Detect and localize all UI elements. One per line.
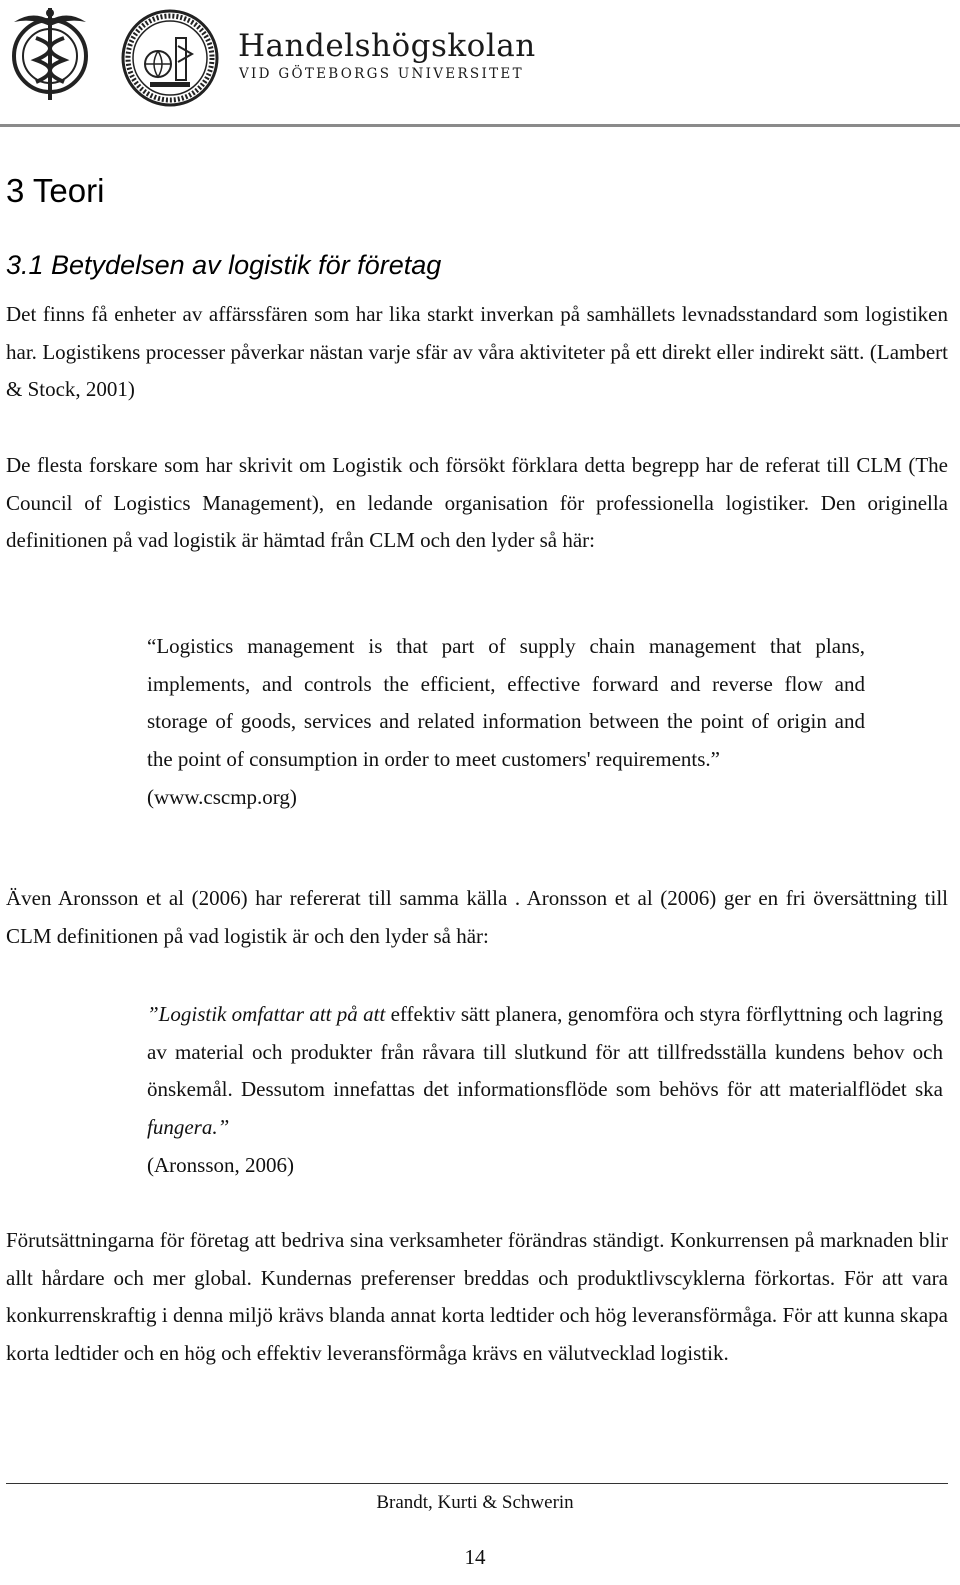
page-header [0, 0, 960, 122]
page-number: 14 [464, 1545, 486, 1569]
quote-source: (Aronsson, 2006) [147, 1152, 294, 1177]
paragraph: Även Aronsson et al (2006) har refererat till samma källa . Aronsson et al (2006) ger en fri översättning till CLM definitionen på vad logistik är och den lyder så här: [6, 886, 948, 948]
footer-divider [6, 1483, 948, 1484]
paragraph: Förutsättningarna för företag att bedriva sina verksamheter förändras ständigt. Konkurrensen på marknaden blir allt hårdare och mer global. Kundernas preferenser breddas och produktlivscyklerna förkortas. För att vara konkurrenskraftig i denna miljö krävs blanda annat korta ledtider och hög leveransförmåga. För att kunna skapa korta ledtider och en hög och effektiv leveransförmåga krävs en välutvecklad logistik. [6, 1228, 948, 1365]
school-subtitle: VID GÖTEBORGS UNIVERSITET [239, 66, 524, 82]
school-name: Handelshögskolan [238, 28, 536, 64]
quote-source: (www.cscmp.org) [147, 784, 297, 809]
quote-italic-start: ”Logistik omfattar att på att [147, 1002, 386, 1026]
paragraph: De flesta forskare som har skrivit om Logistik och försökt förklara detta begrepp har de referat till CLM (The Council of Logistics Management), en ledande organisation för professionella logistiker. Den originella definitionen på vad logistik är hämtad från CLM och den lyder så här: [6, 453, 948, 552]
footer-authors: Brandt, Kurti & Schwerin [376, 1492, 574, 1513]
quote-text: effektiv sätt planera, genomföra och styra förflyttning och lagring av material och produkter från råvara till slutkund för att tillfredsställa kundens behov och önskemål. Dessutom innefattas det informationsflöde som behövs för att materialflödet ska [147, 1002, 943, 1102]
quote-text: “Logistics management is that part of supply chain management that plans, implements, and controls the efficient, effective forward and reverse flow and storage of goods, services and related information between the point of origin and the point of consumption in order to meet customers' requirements.” [147, 634, 865, 772]
section-heading: 3.1 Betydelsen av logistik för företag [6, 250, 442, 280]
header-divider [0, 124, 960, 127]
chapter-heading: 3 Teori [6, 172, 105, 209]
block-quote-aronsson [147, 996, 943, 1185]
paragraph: Det finns få enheter av affärssfären som har lika starkt inverkan på samhällets levnadsstandard som logistiken har. Logistikens processer påverkar nästan varje sfär av våra aktiviteter på ett direkt eller indirekt sätt. (Lambert & Stock, 2001) [6, 302, 948, 401]
block-quote-clm [147, 628, 865, 817]
quote-italic-end: fungera.” [147, 1115, 230, 1140]
university-seal-icon [120, 8, 220, 108]
caduceus-emblem-icon [6, 4, 94, 104]
